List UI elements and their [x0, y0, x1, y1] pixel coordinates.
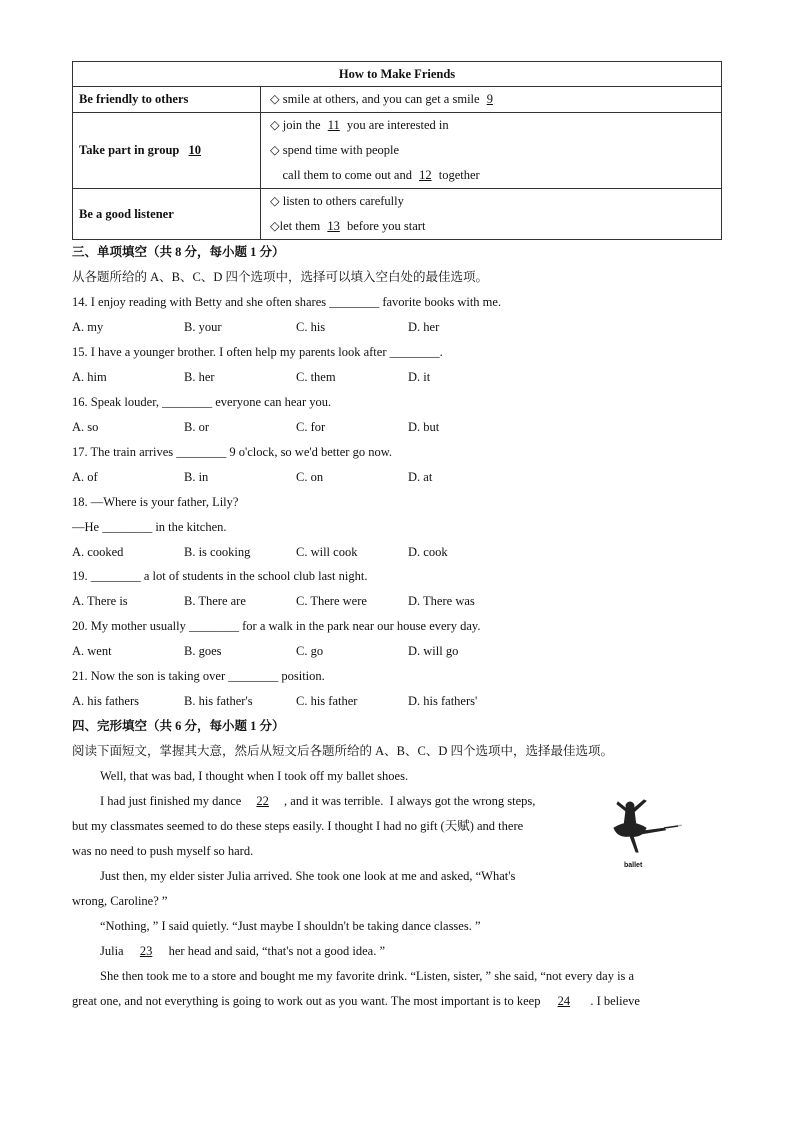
passage-line	[100, 793, 535, 809]
question-options	[72, 544, 532, 560]
option-a: A. cooked	[72, 545, 124, 559]
section-3-heading: 三、单项填空（共 8 分，每小题 1 分）	[72, 245, 285, 259]
option-c: C. his	[296, 320, 326, 334]
table-item	[270, 113, 715, 138]
option-d: D. at	[408, 470, 433, 484]
question-options	[72, 319, 532, 335]
option-d: D. her	[408, 320, 440, 334]
item-text: before you start	[343, 219, 426, 233]
item-text: ◇ spend time with people	[270, 143, 400, 157]
option-b: B. his father's	[184, 694, 253, 708]
passage-line: Well, that was bad, I thought when I took off my ballet shoes.	[100, 769, 409, 783]
option-c: C. go	[296, 644, 324, 658]
blank-11: 11	[327, 118, 340, 132]
table-item	[270, 163, 715, 188]
question-options	[72, 419, 532, 435]
blank-9: 9	[486, 92, 493, 106]
question-stem: 14. I enjoy reading with Betty and she often shares ________ favorite books with me.	[72, 295, 502, 309]
passage-text: great one, and not everything is going to work out as you want. The most important is to keep	[72, 994, 544, 1008]
passage-line: but my classmates seemed to do these steps easily. I thought I had no gift (天赋) and there	[72, 819, 524, 833]
question-options	[72, 469, 532, 485]
option-d: D. his fathers'	[408, 694, 478, 708]
table-row-content	[261, 189, 722, 240]
how-to-make-friends-table	[72, 61, 722, 240]
option-a: A. of	[72, 470, 98, 484]
option-b: B. your	[184, 320, 222, 334]
table-item	[270, 214, 715, 239]
question-stem: 15. I have a younger brother. I often help my parents look after ________.	[72, 345, 443, 359]
blank-23: 23	[139, 944, 153, 958]
question-stem: 17. The train arrives ________ 9 o'clock, so we'd better go now.	[72, 445, 393, 459]
passage-text: . I believe	[584, 994, 640, 1008]
option-d: D. will go	[408, 644, 459, 658]
question-stem: 19. ________ a lot of students in the school club last night.	[72, 569, 368, 583]
table-row-content	[261, 113, 722, 189]
question-options	[72, 369, 532, 385]
passage-line: wrong, Caroline? ”	[72, 894, 168, 908]
option-b: B. or	[184, 420, 209, 434]
table-item	[270, 138, 715, 163]
passage-line: was no need to push myself so hard.	[72, 844, 254, 858]
option-a: A. went	[72, 644, 112, 658]
section-4-heading: 四、完形填空（共 6 分，每小题 1 分）	[72, 719, 285, 733]
blank-12: 12	[419, 168, 432, 182]
passage-line: She then took me to a store and bought me my favorite drink. “Listen, sister, ” she said, “not every day is a	[100, 969, 635, 983]
row-label-text: Be a good listener	[79, 206, 174, 221]
table-row-content	[261, 87, 722, 113]
item-text: call them to come out and	[270, 168, 416, 182]
question-options	[72, 693, 532, 709]
option-b: B. There are	[184, 594, 246, 608]
option-c: C. will cook	[296, 545, 358, 559]
section-4-instruction: 阅读下面短文，掌握其大意，然后从短文后各题所给的 A、B、C、D 四个选项中，选择最佳选项。	[72, 744, 613, 758]
option-a: A. There is	[72, 594, 128, 608]
option-b: B. in	[184, 470, 209, 484]
option-c: C. on	[296, 470, 324, 484]
question-stem: 20. My mother usually ________ for a walk in the park near our house every day.	[72, 619, 481, 633]
option-d: D. but	[408, 420, 440, 434]
table-title: How to Make Friends	[73, 62, 722, 87]
passage-text: I had just finished my dance	[100, 794, 245, 808]
option-c: C. for	[296, 420, 326, 434]
question-stem: 21. Now the son is taking over ________ position.	[72, 669, 325, 683]
question-stem: 18. —Where is your father, Lily?	[72, 495, 239, 509]
item-text: ◇ smile at others, and you can get a smile	[270, 92, 483, 106]
passage-line	[100, 943, 385, 959]
item-text: you are interested in	[343, 118, 449, 132]
option-a: A. my	[72, 320, 104, 334]
row-label-text: Be friendly to others	[79, 92, 189, 106]
blank-24: 24	[557, 994, 571, 1008]
item-text: ◇let them	[270, 219, 324, 233]
option-c: C. There were	[296, 594, 367, 608]
option-d: D. There was	[408, 594, 475, 608]
ballet-dancer-image	[606, 792, 690, 874]
passage-line	[72, 993, 640, 1009]
blank-10: 10	[188, 143, 202, 157]
option-d: D. it	[408, 370, 431, 384]
question-stem: 16. Speak louder, ________ everyone can hear you.	[72, 395, 332, 409]
question-stem-2: —He ________ in the kitchen.	[72, 520, 227, 534]
table-item	[270, 189, 715, 214]
item-text: together	[435, 168, 480, 182]
item-text: ◇ join the	[270, 118, 324, 132]
option-c: C. them	[296, 370, 336, 384]
passage-text: Julia	[100, 944, 130, 958]
table-item	[270, 87, 715, 112]
row-label-text: Take part in group	[79, 143, 183, 157]
blank-13: 13	[327, 219, 340, 233]
blank-22: 22	[256, 794, 269, 808]
table-row-label	[73, 87, 261, 113]
option-a: A. his fathers	[72, 694, 139, 708]
option-a: A. him	[72, 370, 107, 384]
question-options	[72, 593, 532, 609]
question-options	[72, 643, 532, 659]
passage-text: her head and said, “that's not a good idea. ”	[162, 944, 386, 958]
option-a: A. so	[72, 420, 99, 434]
option-d: D. cook	[408, 545, 448, 559]
table-row-label	[73, 189, 261, 240]
item-text: ◇ listen to others carefully	[270, 194, 404, 208]
option-b: B. her	[184, 370, 215, 384]
option-b: B. goes	[184, 644, 222, 658]
passage-text: , and it was terrible. I always got the wrong steps,	[280, 794, 536, 808]
section-3-instruction: 从各题所给的 A、B、C、D 四个选项中，选择可以填入空白处的最佳选项。	[72, 270, 488, 284]
table-row-label	[73, 113, 261, 189]
option-b: B. is cooking	[184, 545, 251, 559]
option-c: C. his father	[296, 694, 358, 708]
passage-line: Just then, my elder sister Julia arrived. She took one look at me and asked, “What's	[100, 869, 516, 883]
passage-line: “Nothing, ” I said quietly. “Just maybe I shouldn't be taking dance classes. ”	[100, 919, 481, 933]
ballet-image-caption: ballet	[624, 862, 643, 869]
